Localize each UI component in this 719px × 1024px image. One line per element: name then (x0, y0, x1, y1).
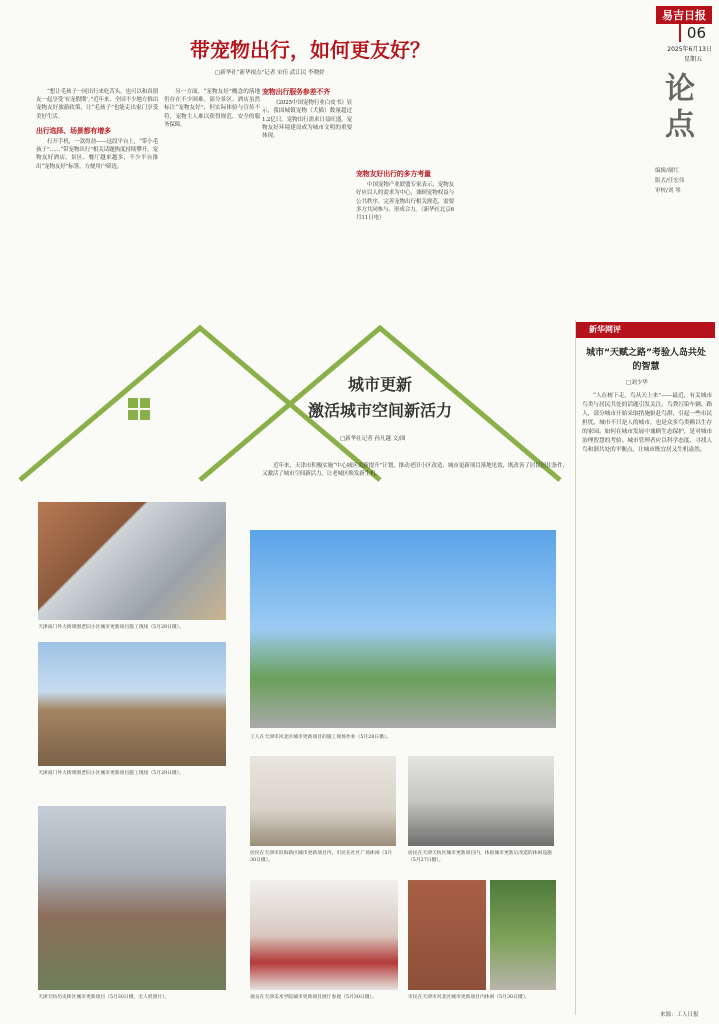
caption-5: 居民在天津市滨海新区城市更新项目内，市民在社区广场休闲（5月30日摄）。 (250, 851, 393, 863)
subhead-2: 宠物出行服务参差不齐 (262, 88, 330, 96)
col1b-text: 打开手机，一款得劲——这段平台上，“带小毛孩子”……“带宠物出行”相关话题热度持续攀升。宠物友好酒店、景区、餐厅越来越多，不少平台推出“宠物友好”标签，方便用户筛选。 (36, 139, 158, 170)
caption-3: 天津天纺历史街区城市更新项目（5月30日摄，无人机照片）。 (38, 995, 170, 1000)
paper-name: 易吉日报 (656, 6, 712, 24)
masthead (600, 6, 712, 66)
col4-text: 中国宠物产业联盟专家表示，宠物友好应以人的需求为中心，兼顾宠物权益与公共秩序。完善宠物出行相关规范，需要多方共同参与、形成合力。（新华社北京6月11日电） (356, 182, 454, 222)
section-title: 论点 (659, 72, 694, 144)
col3-text: 《2025中国宠物行业白皮书》显示，我国城镇宠物（犬猫）数量超过1.2亿只。宠物出行需求日益旺盛，宠物友好环境建设成为城市文明的重要体现。 (262, 100, 352, 140)
caption-1: 天津南门外大街周围老旧小区城市更新项目施工现场（5月29日摄）。 (38, 625, 184, 630)
subhead-1: 出行选择、场景都有增多 (36, 126, 111, 135)
subhead-3: 宠物友好出行的多方考量 (356, 170, 431, 178)
issue-weekday: 星期五 (683, 56, 702, 63)
sidebar-author: □刘少华 (626, 380, 648, 386)
feature-byline: □新华社记者 孙凡越 文/图 (340, 436, 406, 442)
photo-gallery-hall (250, 880, 398, 990)
photo-worker-pergola (250, 530, 556, 728)
feature-headline (280, 372, 480, 424)
photo-old-buildings (38, 502, 226, 620)
photo-construction-site (38, 642, 226, 766)
caption-7: 观众在天津美术学院城市更新项目展厅参观（5月30日摄）。 (250, 995, 377, 1000)
editor-2: 版式/任宏伟 (655, 178, 685, 184)
feature-intro (262, 462, 568, 504)
sidebar-source: 来源：工人日报 (660, 1012, 699, 1018)
caption-4: 工人在天津市河北区城市更新项目的施工现场作业（5月28日摄）。 (250, 735, 392, 740)
col2-text: 另一方面，“宠物友好”概念的落地仍存在不少困难。部分景区、酒店虽然标注“宠物友好”，但实际体验与宣传不符，宠物主人难以获得规范、安全的服务保障。 (164, 89, 260, 128)
sidebar-tag (575, 322, 715, 338)
feature-headline-line1: 城市更新 (347, 375, 412, 394)
sidebar-headline: 城市“天赋之路”考验人岛共处的智慧 (586, 348, 706, 372)
top-story-col6 (576, 88, 648, 348)
sidebar-body (582, 392, 712, 1004)
photo-park-walkers (490, 880, 556, 990)
top-story-byline: □新华社“新华视点”记者 宋佳 武江民 李晓婷 (215, 70, 325, 76)
photo-aerial-district (38, 806, 226, 990)
photo-exhibition (408, 756, 554, 846)
issue-date: 2025年6月13日 (667, 46, 712, 53)
caption-8: 市民在天津市河北区城市更新项目内休闲（5月30日摄）。 (408, 995, 530, 1000)
editor-1: 编辑/谢红 (655, 168, 679, 174)
photo-community-hall (250, 756, 396, 846)
feature-headline-line2: 激活城市空间新活力 (307, 401, 452, 420)
feature-intro-text: 近年来，天津市积极实施“中心城区更新提升”计划，推动老旧小区改造、城市更新项目落地见效，既改善了居民居住条件，又激活了城市空间新活力，让老城区焕发新生机。 (262, 463, 568, 478)
editor-3: 审校/刘 琴 (655, 188, 681, 194)
section-editors (655, 166, 710, 196)
caption-6: 居民在天津天纺区城市更新项目内，体验城市更新后改造的休闲设施（5月27日摄）。 (408, 851, 552, 863)
caption-2: 天津南门外大街周围老旧小区城市更新项目施工现场（5月29日摄）。 (38, 771, 184, 776)
page-number: 06 (679, 24, 706, 42)
top-story-headline: 带宠物出行，如何更友好？ (190, 38, 430, 62)
photo-brick-building (408, 880, 486, 990)
sidebar-body-text: “人在树下走，鸟从天上来”——最近，有关城市鸟类与居民共处的话题引发关注。鸟粪污染车辆、路人，部分城市开始采取措施驱赶鸟群，引起一些市民担忧。城市不只是人的城市，也是众多鸟类赖以生存的家园。如何在城市发展中兼顾生态保护，是对城市治理智慧的考验。城市管理者应以科学态度，寻找人鸟和谐共处的平衡点，让城市既宜居又生机盎然。 (582, 393, 712, 453)
col1-text: “想让毛孩子一同出行来吃苦头，也可以和真朋友一起享受‘有宠假期’。”近年来，全国不少地方推出宠物友好旅游政策，让“毛孩子”也能走出家门享受美好生活。 (36, 89, 158, 120)
sidebar-tag-label: 新华网评 (589, 325, 621, 334)
